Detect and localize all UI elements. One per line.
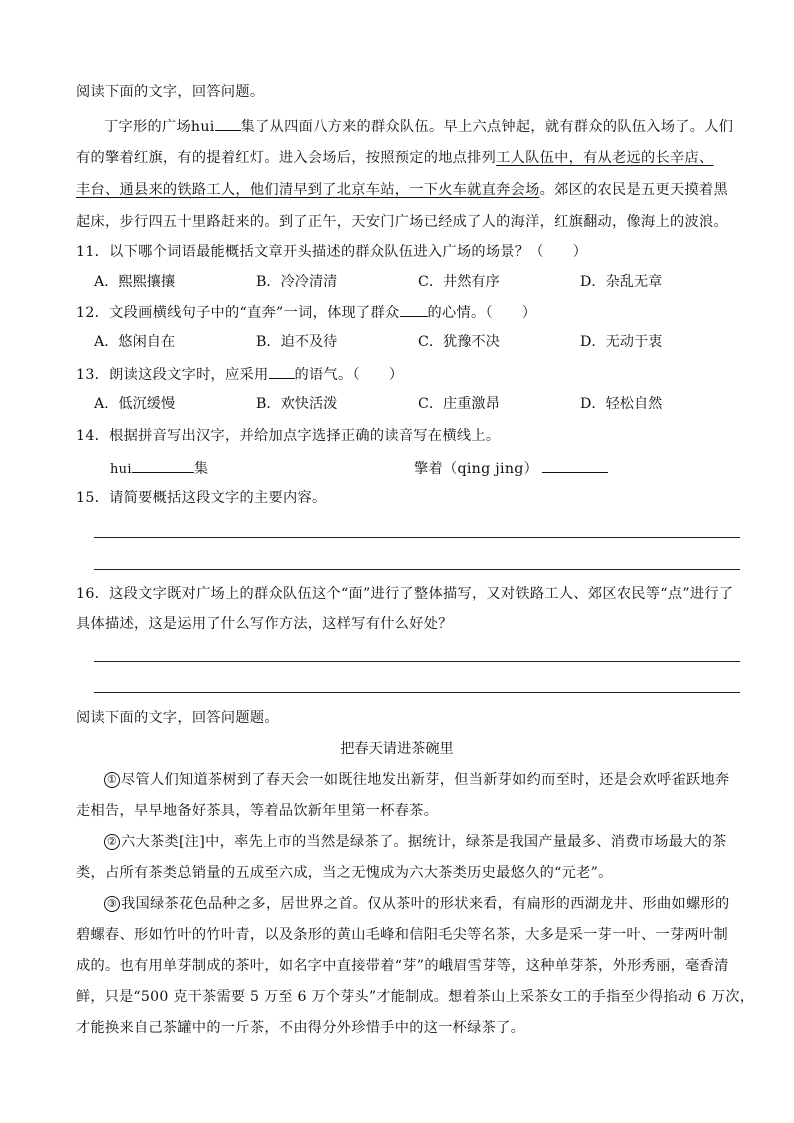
question-16-line1: 16．这段文字既对广场上的群众队伍这个“面”进行了整体描写，又对铁路工人、郊区农民等“点”进行了 xyxy=(76,586,734,602)
passage1-line2 xyxy=(76,148,713,168)
q12-stem-b: 的心情。（ ） xyxy=(427,305,537,321)
q11-options xyxy=(94,272,744,292)
q12-options xyxy=(94,332,744,352)
q13-option-a[interactable]: A．低沉缓慢 xyxy=(94,396,176,412)
passage2-title: 把春天请进茶碗里 xyxy=(340,741,454,757)
passage1-intro: 阅读下面的文字，回答问题。 xyxy=(76,84,265,100)
underlined-sentence-part2: 丰台、通县来的铁路工人，他们清早到了北京车站，一下火车就直奔会场 xyxy=(76,182,540,198)
q13-option-d[interactable]: D．轻松自然 xyxy=(580,396,663,412)
q14-blank-reading[interactable] xyxy=(542,458,608,473)
paragraph3-line5: 才能换来自己茶罐中的一斤茶，不由得分外珍惜手中的这一杯绿茶了。 xyxy=(76,1020,526,1036)
q13-blank[interactable] xyxy=(269,364,295,379)
paragraph3-line2: 碧螺春、形如竹叶的竹叶青，以及条形的黄山毛峰和信阳毛尖等名茶，大多是采一芽一叶、一芽两叶制 xyxy=(76,927,728,943)
question-14: 14．根据拼音写出汉字，并给加点字选择正确的读音写在横线上。 xyxy=(76,428,501,444)
q11-option-c[interactable]: C．井然有序 xyxy=(418,274,500,290)
q12-option-c[interactable]: C．犹豫不决 xyxy=(418,334,500,350)
q15-answer-line-2[interactable] xyxy=(94,569,740,570)
paragraph1-line1-text: 尽管人们知道茶树到了春天会一如既往地发出新芽，但当新芽如约而至时，还是会欢呼雀跃地奔 xyxy=(121,772,730,788)
fill-blank[interactable] xyxy=(215,116,241,131)
paragraph3-line1-text: 我国绿茶花色品种之多，居世界之首。仅从茶叶的形状来看，有扁形的西湖龙井、形曲如螺形的 xyxy=(121,896,730,912)
underlined-sentence-part1: 工人队伍中，有从老远的长辛店、 xyxy=(496,150,714,166)
passage1-line1-a: 丁字形的广场hui xyxy=(104,119,215,135)
paragraph-number-3: ③ xyxy=(104,896,120,912)
paragraph2-line2: 类，占所有茶类总销量的五成至六成，当之无愧成为六大茶类历史最悠久的“元老”。 xyxy=(76,865,613,881)
q12-option-b[interactable]: B．迫不及待 xyxy=(256,334,338,350)
passage1-line1 xyxy=(104,116,733,137)
q13-option-b[interactable]: B．欢快活泼 xyxy=(256,396,338,412)
paragraph-number-2: ② xyxy=(104,834,120,850)
q11-option-a[interactable]: A．熙熙攘攘 xyxy=(94,274,176,290)
q11-option-b[interactable]: B．冷冷清清 xyxy=(256,274,338,290)
q13-stem-a: 13．朗读这段文字时，应采用 xyxy=(76,367,269,383)
passage1-line4: 起床，步行四五十里路赶来的。到了正午，天安门广场已经成了人的海洋，红旗翻动，像海上的波浪。 xyxy=(76,214,728,230)
paragraph3-line1 xyxy=(104,894,729,914)
q13-stem-b: 的语气。（ ） xyxy=(294,367,404,383)
q13-option-c[interactable]: C．庄重激昂 xyxy=(418,396,500,412)
passage1-line2-text: 有的擎着红旗，有的提着红灯。进入会场后，按照预定的地点排列 xyxy=(76,150,497,166)
paragraph2-line1-text: 六大茶类[注]中，率先上市的当然是绿茶了。据统计，绿茶是我国产量最多、消费市场最大的茶 xyxy=(121,834,727,850)
q15-answer-line-1[interactable] xyxy=(94,537,740,538)
q11-option-d[interactable]: D．杂乱无章 xyxy=(580,274,663,290)
q14-left-item xyxy=(110,458,208,480)
q14-reading-choice: 擎着（qing jing） xyxy=(414,461,539,477)
q12-stem-a: 12．文段画横线句子中的“直奔”一词，体现了群众 xyxy=(76,305,400,321)
paragraph2-line1 xyxy=(104,832,727,852)
q16-answer-line-1[interactable] xyxy=(94,661,740,662)
q14-char: 集 xyxy=(193,461,209,477)
q12-option-d[interactable]: D．无动于衷 xyxy=(580,334,663,350)
question-13 xyxy=(76,364,403,385)
question-15: 15．请简要概括这段文字的主要内容。 xyxy=(76,490,327,506)
paragraph1-line1 xyxy=(104,770,729,790)
passage1-line1-b: 集了从四面八方来的群众队伍。早上六点钟起，就有群众的队伍入场了。人们 xyxy=(240,119,734,135)
paragraph1-line2: 走相告，早早地备好茶具，等着品饮新年里第一杯春茶。 xyxy=(76,803,439,819)
q14-right-item xyxy=(414,458,608,479)
q14-blank-hanzi[interactable] xyxy=(132,458,194,473)
q12-blank[interactable] xyxy=(400,302,428,317)
question-11: 11．以下哪个词语最能概括文章开头描述的群众队伍进入广场的场景？（ ） xyxy=(76,244,588,260)
passage1-line3-text: 。郊区的农民是五更天摸着黑 xyxy=(539,182,728,198)
question-12 xyxy=(76,302,536,323)
q16-answer-line-2[interactable] xyxy=(94,692,740,693)
q12-option-a[interactable]: A．悠闲自在 xyxy=(94,334,176,350)
paragraph-number-1: ① xyxy=(104,772,120,788)
passage1-line3 xyxy=(76,180,728,200)
paragraph3-line3: 成的。也有用单芽制成的茶叶，如名字中直接带着“芽”的峨眉雪芽等，这种单芽茶，外形秀丽，毫香清 xyxy=(76,958,729,974)
passage2-intro: 阅读下面的文字，回答问题题。 xyxy=(76,710,279,726)
q14-pinyin: hui xyxy=(110,462,132,477)
question-16-line2: 具体描述，这是运用了什么写作方法，这样写有什么好处？ xyxy=(76,616,453,632)
paragraph3-line4: 鲜，只是“500 克干茶需要 5 万至 6 万个芽头”才能制成。想着茶山上采茶女工的手指至少得掐动 6 万次， xyxy=(76,989,755,1005)
q13-options xyxy=(94,394,744,414)
